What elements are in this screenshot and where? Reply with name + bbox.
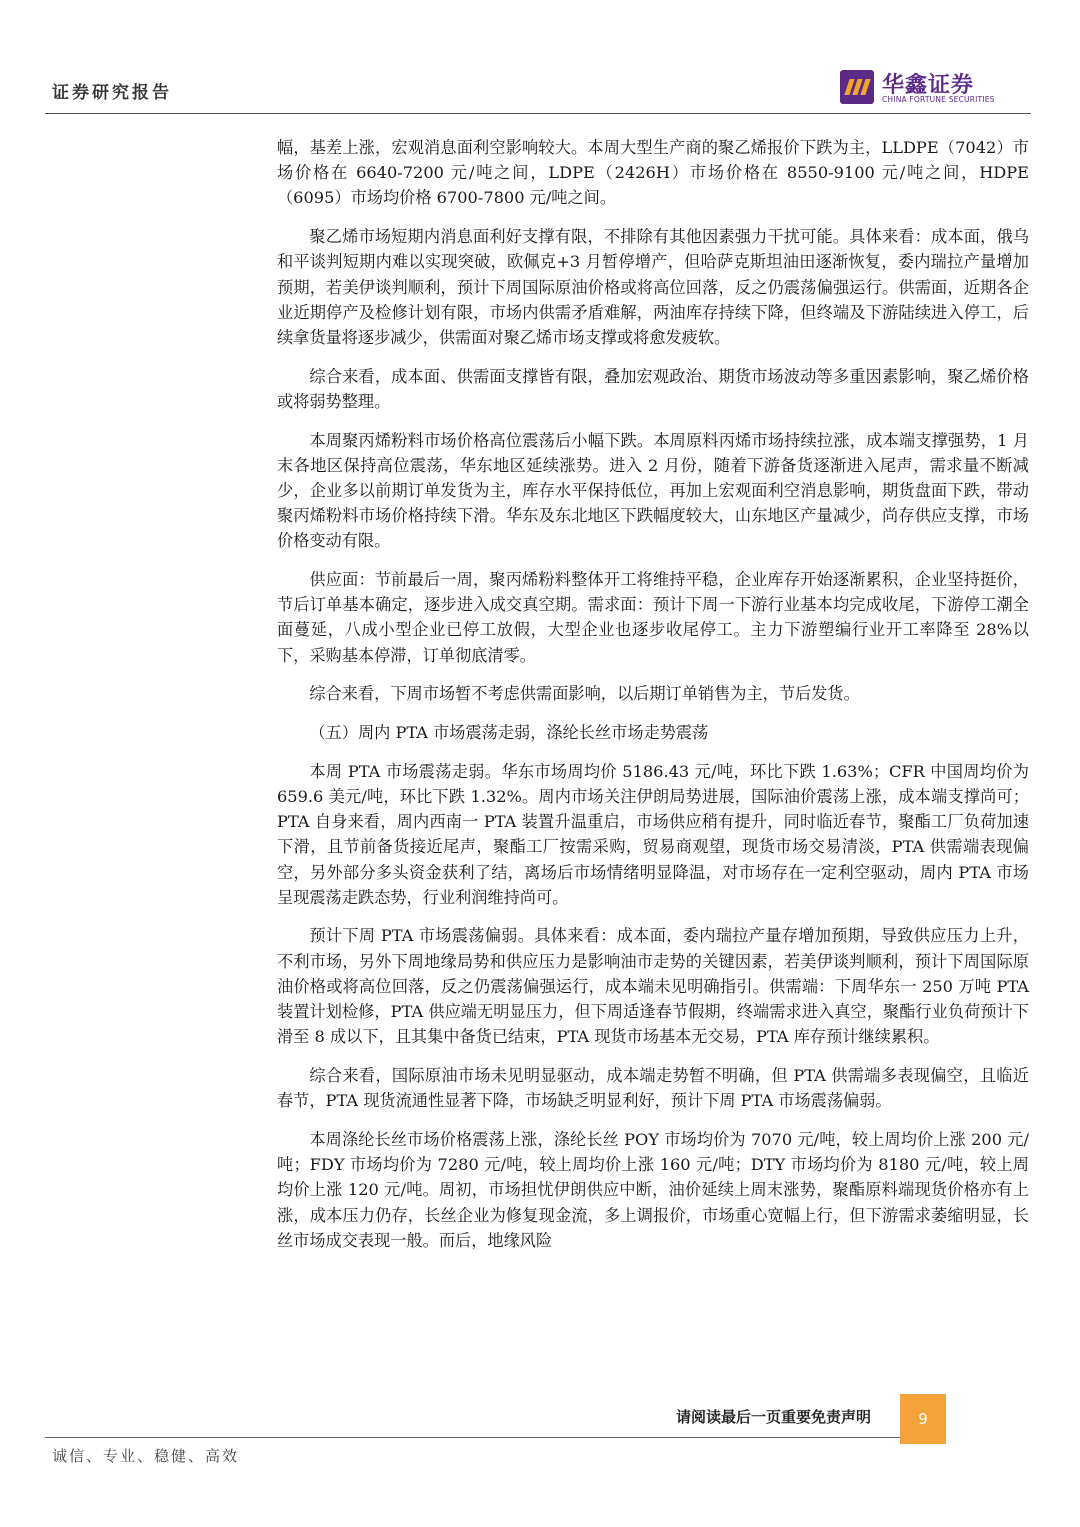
- logo-subtitle: CHINA FORTUNE SECURITIES: [882, 95, 995, 104]
- paragraph-pta-outlook: 预计下周 PTA 市场震荡偏弱。具体来看：成本面，委内瑞拉产量存增加预期，导致供应压力上升，不利市场，另外下周地缘局势和供应压力是影响油市走势的关键因素，若美伊谈判顺利，预计下周国际原油价格或将高位回落，反之仍震荡偏强运行，成本端未见明确指引。供需端：下周华东一 250 万吨 PTA 装置计划检修，PTA 供应端无明显压力，但下周适逢春节假期，终端需求进入真空，聚酯行业负荷预计下滑至 8 成以下，且其集中备货已结束，PTA 现货市场基本无交易，PTA 库存预计继续累积。: [277, 926, 1029, 1047]
- paragraph-pe-prices: 幅，基差上涨，宏观消息面利空影响较大。本周大型生产商的聚乙烯报价下跌为主，LLDPE（7042）市场价格在 6640-7200 元/吨之间，LDPE（2426H）市场价格在 8550-9100 元/吨之间，HDPE（6095）市场均价格 6700-7800 元/吨之间。: [277, 138, 1029, 208]
- paragraph-pp-market: 本周聚丙烯粉料市场价格高位震荡后小幅下跌。本周原料丙烯市场持续拉涨，成本端支撑强势，1 月末各地区保持高位震荡，华东地区延续涨势。进入 2 月份，随着下游备货逐渐进入尾声，需求量不断减少，企业多以前期订单发货为主，库存水平保持低位，再加上宏观面利空消息影响，期货盘面下跌，带动聚丙烯粉料市场价格持续下滑。华东及东北地区下跌幅度较大，山东地区产量减少，尚存供应支撑，市场价格变动有限。: [277, 430, 1029, 551]
- paragraph-pp-supply-demand: 供应面：节前最后一周，聚丙烯粉料整体开工将维持平稳，企业库存开始逐渐累积，企业坚持挺价，节后订单基本确定，逐步进入成交真空期。需求面：预计下周一下游行业基本均完成收尾，下游停工潮全面蔓延，八成小型企业已停工放假，大型企业也逐步收尾停工。主力下游塑编行业开工率降至 28%以下，采购基本停滞，订单彻底清零。: [277, 570, 1029, 665]
- company-slogan: 诚信、专业、稳健、高效: [52, 1447, 240, 1465]
- paragraph-pe-outlook: 聚乙烯市场短期内消息面利好支撑有限，不排除有其他因素强力干扰可能。具体来看：成本面，俄乌和平谈判短期内难以实现突破，欧佩克+3 月暂停增产，但哈萨克斯坦油田逐渐恢复，委内瑞拉产量增加预期，若美伊谈判顺利，预计下周国际原油价格或将高位回落，反之仍震荡偏强运行。供需面，近期各企业近期停产及检修计划有限，市场内供需矛盾难解，两油库存持续下降，但终端及下游陆续进入停工，后续拿货量将逐步减少，供需面对聚乙烯市场支撑或将愈发疲软。: [277, 227, 1029, 347]
- logo-name: 华鑫证券: [882, 73, 975, 98]
- paragraph-polyester-filament: 本周涤纶长丝市场价格震荡上涨，涤纶长丝 POY 市场均价为 7070 元/吨，较上周均价上涨 200 元/吨；FDY 市场均价为 7280 元/吨，较上周均价上涨 160 元/吨；DTY 市场均价为 8180 元/吨，较上周均价上涨 120 元/吨。周初，市场担忧伊朗供应中断，油价延续上周末涨势，聚酯原料端现货价格亦有上涨，成本压力仍存，长丝企业为修复现金流，多上调报价，市场重心宽幅上行，但下游需求萎缩明显，长丝市场成交表现一般。而后，地缘风险: [277, 1129, 1029, 1250]
- paragraph-pe-summary: 综合来看，成本面、供需面支撑皆有限，叠加宏观政治、期货市场波动等多重因素影响，聚乙烯价格或将弱势整理。: [277, 366, 1029, 411]
- paragraph-pta-market: 本周 PTA 市场震荡走弱。华东市场周均价 5186.43 元/吨，环比下跌 1.63%；CFR 中国周均价为 659.6 美元/吨，环比下跌 1.32%。周内市场关注伊朗局势进展，国际油价震荡上涨，成本端支撑尚可；PTA 自身来看，周内西南一 PTA 装置升温重启，市场供应稍有提升，同时临近春节，聚酯工厂负荷加速下滑，且节前备货接近尾声，聚酯工厂按需采购，贸易商观望，现货市场交易清淡，PTA 供需端表现偏空，另外部分多头资金获利了结，离场后市场情绪明显降温，对市场存在一定利空驱动，周内 PTA 市场呈现震荡走跌态势，行业利润维持尚可。: [277, 761, 1029, 907]
- page-number: 9: [900, 1394, 946, 1444]
- section-heading-pta: （五）周内 PTA 市场震荡走弱，涤纶长丝市场走势震荡: [309, 723, 709, 743]
- footer-divider: [45, 1437, 900, 1438]
- disclaimer-notice: 请阅读最后一页重要免责声明: [676, 1408, 872, 1426]
- company-logo: [840, 68, 1020, 108]
- report-category-title: 证券研究报告: [52, 83, 172, 103]
- header-divider: [45, 113, 1031, 114]
- report-body: [277, 135, 1029, 1266]
- paragraph-pp-summary: 综合来看，下周市场暂不考虑供需面影响，以后期订单销售为主，节后发货。: [309, 684, 860, 704]
- logo-mark-icon: [840, 70, 874, 104]
- paragraph-pta-summary: 综合来看，国际原油市场未见明显驱动，成本端走势暂不明确，但 PTA 供需端多表现偏空，且临近春节，PTA 现货流通性显著下降，市场缺乏明显利好，预计下周 PTA 市场震荡偏弱。: [277, 1066, 1029, 1111]
